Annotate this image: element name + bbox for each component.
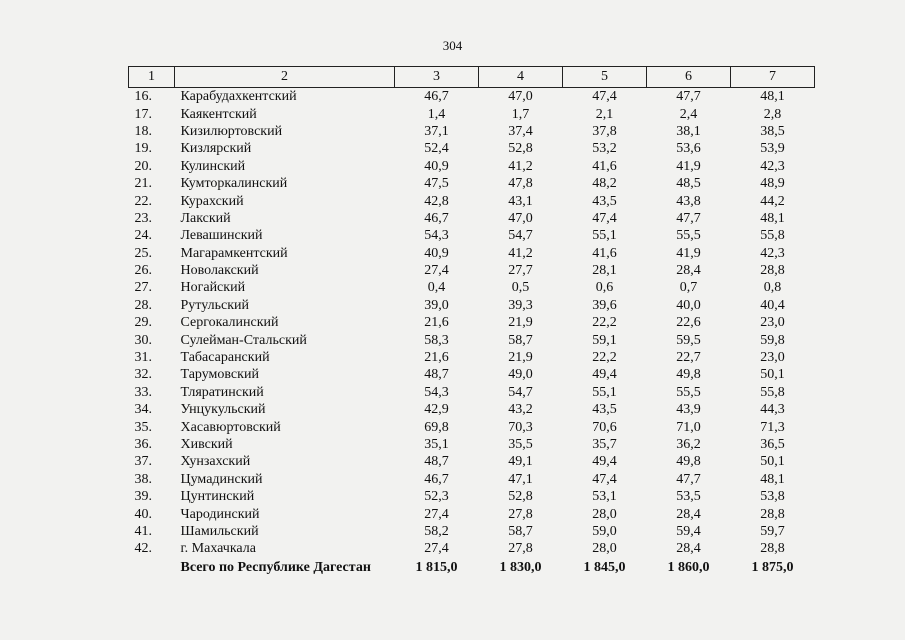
row-number: 22.: [134, 193, 152, 209]
value-cell: 48,1: [760, 471, 785, 487]
value-cell: 39,3: [508, 297, 533, 313]
value-cell: 53,8: [760, 489, 785, 505]
value-cell: 27,4: [424, 541, 449, 557]
total-value: 1 815,0: [415, 560, 458, 576]
district-name: Курахский: [180, 193, 244, 209]
district-name: Лакский: [180, 210, 231, 226]
value-cell: 48,5: [676, 176, 701, 192]
district-name: Рутульский: [180, 297, 249, 313]
district-name: Табасаранский: [180, 350, 270, 366]
row-number: 34.: [134, 402, 152, 418]
value-cell: 49,8: [676, 367, 701, 383]
value-cell: 58,3: [424, 332, 449, 348]
value-cell: 46,7: [424, 210, 449, 226]
row-number: 25.: [134, 245, 152, 261]
row-number: 35.: [134, 419, 152, 435]
row-number: 38.: [134, 471, 152, 487]
row-number: 33.: [134, 384, 152, 400]
value-cell: 22,7: [676, 350, 701, 366]
value-cell: 47,7: [676, 210, 701, 226]
value-cell: 35,7: [592, 437, 617, 452]
value-cell: 53,6: [676, 141, 701, 157]
value-cell: 55,1: [592, 384, 617, 400]
table-row: [129, 123, 815, 140]
value-cell: 0,5: [511, 280, 530, 296]
table-row: [129, 105, 815, 122]
row-number: 17.: [134, 106, 152, 122]
value-cell: 27,4: [424, 506, 449, 522]
value-cell: 28,4: [676, 506, 701, 522]
value-cell: 28,4: [676, 263, 701, 279]
table-row: [129, 436, 815, 453]
value-cell: 47,4: [592, 89, 617, 105]
value-cell: 0,8: [763, 280, 782, 296]
value-cell: 47,1: [508, 471, 533, 487]
value-cell: 47,0: [508, 89, 533, 105]
table-row: [129, 262, 815, 279]
table-row: [129, 366, 815, 383]
value-cell: 22,6: [676, 315, 701, 331]
value-cell: 22,2: [592, 350, 617, 366]
value-cell: 2,8: [763, 106, 782, 122]
value-cell: 71,3: [760, 419, 785, 435]
value-cell: 38,5: [760, 123, 785, 139]
district-name: Унцукульский: [180, 402, 266, 418]
value-cell: 41,6: [592, 158, 617, 174]
table-row: [129, 384, 815, 401]
row-number: 19.: [134, 141, 152, 157]
district-name: Сергокалинский: [180, 315, 279, 331]
value-cell: 47,4: [592, 210, 617, 226]
table-row: [129, 227, 815, 244]
district-name: Кумторкалинский: [180, 176, 288, 192]
row-number: 40.: [134, 506, 152, 522]
value-cell: 54,7: [508, 228, 533, 244]
value-cell: 52,8: [508, 141, 533, 157]
value-cell: 43,8: [676, 193, 701, 209]
total-value: 1 830,0: [499, 560, 542, 576]
header-cell: 2: [175, 67, 395, 88]
value-cell: 47,7: [676, 471, 701, 487]
district-name: Цунтинский: [180, 489, 255, 505]
district-name: Сулейман-Стальский: [180, 332, 307, 348]
value-cell: 40,9: [424, 158, 449, 174]
row-number: 31.: [134, 350, 152, 366]
district-name: Тляратинский: [180, 384, 264, 400]
value-cell: 48,7: [424, 454, 449, 470]
header-cell: 5: [563, 67, 647, 88]
value-cell: 47,7: [676, 89, 701, 105]
row-number: 24.: [134, 228, 152, 244]
value-cell: 27,4: [424, 263, 449, 279]
value-cell: 42,3: [760, 158, 785, 174]
row-number: 29.: [134, 315, 152, 331]
table-row: [129, 505, 815, 522]
value-cell: 28,8: [760, 541, 785, 557]
value-cell: 58,7: [508, 332, 533, 348]
value-cell: 0,4: [427, 280, 446, 296]
row-number: 37.: [134, 454, 152, 470]
row-number: 27.: [134, 280, 152, 296]
district-name: Кулинский: [180, 158, 246, 174]
total-label: Всего по Республике Дагестан: [180, 560, 371, 576]
district-name: Цумадинский: [180, 471, 263, 487]
value-cell: 53,9: [760, 141, 785, 157]
value-cell: 59,7: [760, 523, 785, 539]
value-cell: 27,7: [508, 263, 533, 279]
value-cell: 1,7: [511, 106, 530, 122]
value-cell: 41,2: [508, 245, 533, 261]
row-number: 30.: [134, 332, 152, 348]
value-cell: 28,8: [760, 263, 785, 279]
value-cell: 47,5: [424, 176, 449, 192]
value-cell: 59,0: [592, 523, 617, 539]
value-cell: 37,8: [592, 123, 617, 139]
value-cell: 48,7: [424, 367, 449, 383]
value-cell: 47,0: [508, 210, 533, 226]
value-cell: 0,7: [679, 280, 698, 296]
value-cell: 28,4: [676, 541, 701, 557]
value-cell: 50,1: [760, 454, 785, 470]
value-cell: 54,7: [508, 384, 533, 400]
district-name: Карабудахкентский: [180, 89, 297, 105]
value-cell: 52,8: [508, 489, 533, 505]
table-row: [129, 192, 815, 209]
value-cell: 28,1: [592, 263, 617, 279]
district-name: Хасавюртовский: [180, 419, 281, 435]
district-name: Тарумовский: [180, 367, 259, 383]
value-cell: 54,3: [424, 228, 449, 244]
table-row: [129, 453, 815, 470]
value-cell: 41,6: [592, 245, 617, 261]
total-number-blank: [129, 558, 175, 578]
table-row: [129, 418, 815, 435]
value-cell: 52,4: [424, 141, 449, 157]
value-cell: 41,9: [676, 158, 701, 174]
value-cell: 39,6: [592, 297, 617, 313]
value-cell: 49,1: [508, 454, 533, 470]
value-cell: 40,9: [424, 245, 449, 261]
total-value: 1 875,0: [751, 560, 794, 576]
value-cell: 21,9: [508, 350, 533, 366]
value-cell: 43,9: [676, 402, 701, 418]
value-cell: 47,8: [508, 176, 533, 192]
header-cell: 7: [731, 67, 815, 88]
row-number: 41.: [134, 523, 152, 539]
value-cell: 53,2: [592, 141, 617, 157]
table-row: [129, 175, 815, 192]
value-cell: 48,9: [760, 176, 785, 192]
value-cell: 43,2: [508, 402, 533, 418]
value-cell: 37,4: [508, 123, 533, 139]
value-cell: 59,4: [676, 523, 701, 539]
header-cell: 3: [395, 67, 479, 88]
value-cell: 53,1: [592, 489, 617, 505]
table-row: [129, 88, 815, 106]
district-name: Хивский: [180, 437, 233, 452]
table-row: [129, 314, 815, 331]
table-row: [129, 245, 815, 262]
value-cell: 27,8: [508, 541, 533, 557]
value-cell: 50,1: [760, 367, 785, 383]
table-row: [129, 297, 815, 314]
value-cell: 41,9: [676, 245, 701, 261]
header-cell: 1: [129, 67, 175, 88]
district-name: Кизилюртовский: [180, 123, 283, 139]
page-number: 304: [442, 38, 463, 53]
value-cell: 59,5: [676, 332, 701, 348]
value-cell: 49,4: [592, 367, 617, 383]
value-cell: 37,1: [424, 123, 449, 139]
value-cell: 58,7: [508, 523, 533, 539]
value-cell: 2,4: [679, 106, 698, 122]
value-cell: 39,0: [424, 297, 449, 313]
value-cell: 70,3: [508, 419, 533, 435]
table-row: [129, 349, 815, 366]
district-name: Каякентский: [180, 106, 257, 122]
table-body: [129, 88, 815, 578]
total-row: [129, 558, 815, 578]
value-cell: 44,2: [760, 193, 785, 209]
table-row: [129, 279, 815, 296]
row-number: 42.: [134, 541, 152, 557]
value-cell: 43,5: [592, 402, 617, 418]
district-name: Шамильский: [180, 523, 259, 539]
value-cell: 54,3: [424, 384, 449, 400]
table-row: [129, 158, 815, 175]
total-value: 1 845,0: [583, 560, 626, 576]
value-cell: 52,3: [424, 489, 449, 505]
value-cell: 0,6: [595, 280, 614, 296]
value-cell: 21,6: [424, 315, 449, 331]
district-name: Магарамкентский: [180, 245, 288, 261]
district-name: Кизлярский: [180, 141, 252, 157]
table-row: [129, 210, 815, 227]
value-cell: 41,2: [508, 158, 533, 174]
value-cell: 28,0: [592, 541, 617, 557]
value-cell: 43,5: [592, 193, 617, 209]
row-number: 16.: [134, 89, 152, 105]
row-number: 39.: [134, 489, 152, 505]
row-number: 20.: [134, 158, 152, 174]
value-cell: 47,4: [592, 471, 617, 487]
district-name: Левашинский: [180, 228, 263, 244]
header-cell: 4: [479, 67, 563, 88]
value-cell: 23,0: [760, 350, 785, 366]
value-cell: 36,5: [760, 437, 785, 452]
value-cell: 55,8: [760, 228, 785, 244]
value-cell: 71,0: [676, 419, 701, 435]
value-cell: 35,1: [424, 437, 449, 452]
value-cell: 28,8: [760, 506, 785, 522]
table-row: [129, 540, 815, 557]
value-cell: 42,8: [424, 193, 449, 209]
table-row: [129, 331, 815, 348]
value-cell: 2,1: [595, 106, 614, 122]
value-cell: 23,0: [760, 315, 785, 331]
district-name: Хунзахский: [180, 454, 251, 470]
value-cell: 46,7: [424, 89, 449, 105]
value-cell: 48,1: [760, 210, 785, 226]
value-cell: 55,8: [760, 384, 785, 400]
header-row: [129, 67, 815, 88]
value-cell: 59,8: [760, 332, 785, 348]
value-cell: 58,2: [424, 523, 449, 539]
value-cell: 55,5: [676, 384, 701, 400]
row-number: 36.: [134, 437, 152, 452]
row-number: 32.: [134, 367, 152, 383]
row-number: 21.: [134, 176, 152, 192]
value-cell: 69,8: [424, 419, 449, 435]
table-row: [129, 471, 815, 488]
value-cell: 36,2: [676, 437, 701, 452]
district-name: Новолакский: [180, 263, 259, 279]
value-cell: 27,8: [508, 506, 533, 522]
row-number: 18.: [134, 123, 152, 139]
value-cell: 48,2: [592, 176, 617, 192]
value-cell: 55,1: [592, 228, 617, 244]
value-cell: 70,6: [592, 419, 617, 435]
value-cell: 38,1: [676, 123, 701, 139]
value-cell: 40,4: [760, 297, 785, 313]
value-cell: 46,7: [424, 471, 449, 487]
district-name: Чародинский: [180, 506, 260, 522]
value-cell: 49,4: [592, 454, 617, 470]
value-cell: 49,8: [676, 454, 701, 470]
table-row: [129, 140, 815, 157]
value-cell: 28,0: [592, 506, 617, 522]
table-row: [129, 488, 815, 505]
value-cell: 43,1: [508, 193, 533, 209]
table-row: [129, 523, 815, 540]
value-cell: 49,0: [508, 367, 533, 383]
district-name: Ногайский: [180, 280, 246, 296]
row-number: 26.: [134, 263, 152, 279]
district-name: г. Махачкала: [180, 541, 256, 557]
value-cell: 22,2: [592, 315, 617, 331]
total-value: 1 860,0: [667, 560, 710, 576]
table-row: [129, 401, 815, 418]
value-cell: 44,3: [760, 402, 785, 418]
value-cell: 1,4: [427, 106, 446, 122]
data-table: [128, 66, 815, 578]
value-cell: 21,6: [424, 350, 449, 366]
value-cell: 59,1: [592, 332, 617, 348]
header-cell: 6: [647, 67, 731, 88]
value-cell: 42,9: [424, 402, 449, 418]
value-cell: 48,1: [760, 89, 785, 105]
value-cell: 53,5: [676, 489, 701, 505]
value-cell: 40,0: [676, 297, 701, 313]
value-cell: 35,5: [508, 437, 533, 452]
value-cell: 42,3: [760, 245, 785, 261]
value-cell: 55,5: [676, 228, 701, 244]
row-number: 28.: [134, 297, 152, 313]
row-number: 23.: [134, 210, 152, 226]
value-cell: 21,9: [508, 315, 533, 331]
